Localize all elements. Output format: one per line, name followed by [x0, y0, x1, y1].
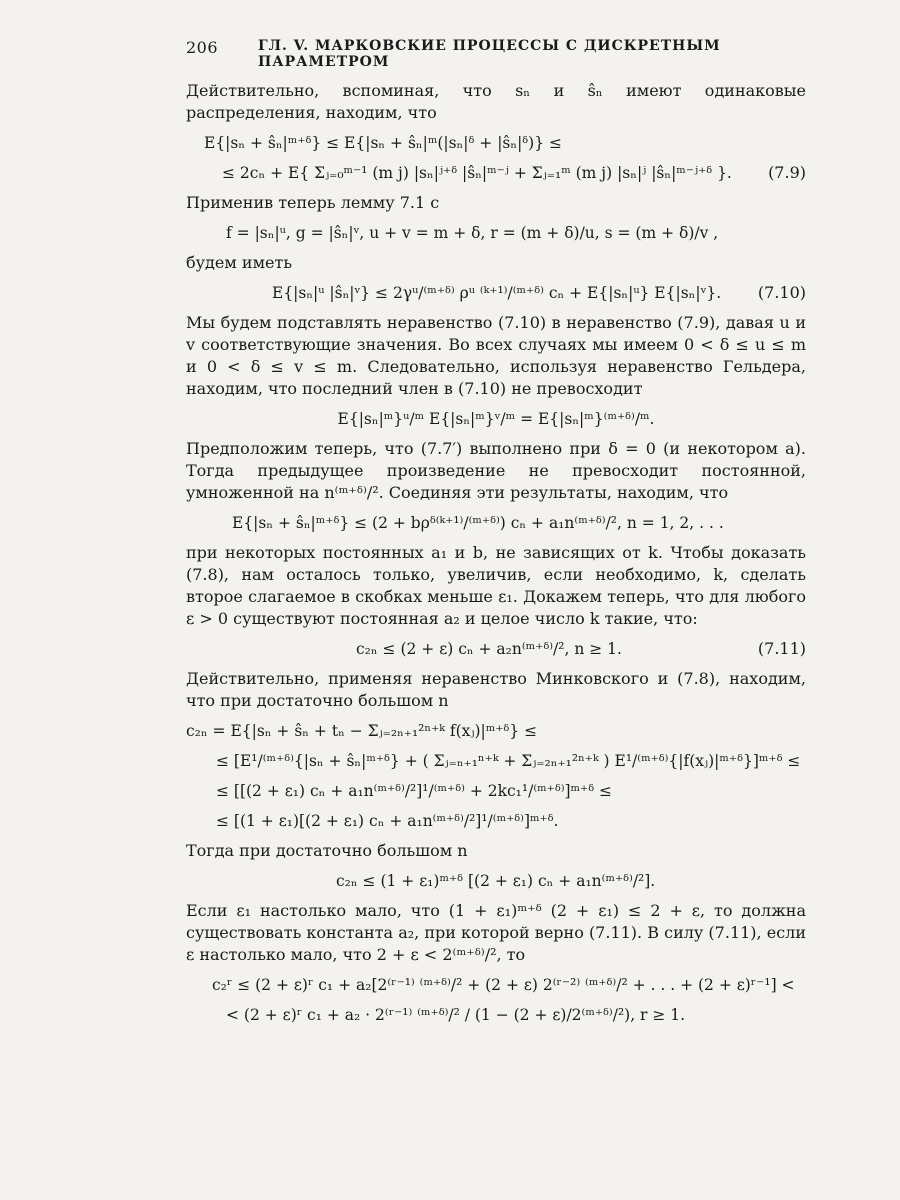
final-line-1: c₂ʳ ≤ (2 + ε)ʳ c₁ + a₂[2⁽ʳ⁻¹⁾ ⁽ᵐ⁺ᵟ⁾/² + (2 + ε) 2⁽ʳ⁻²⁾ ⁽ᵐ⁺ᵟ⁾/² + . . . + (2 + ε)ʳ⁻¹] < [212, 976, 795, 994]
equation-7-11-body: c₂ₙ ≤ (2 + ε) cₙ + a₂n⁽ᵐ⁺ᵟ⁾/², n ≥ 1. [356, 640, 622, 658]
paragraph-7: Действительно, применяя неравенство Минковского и (7.8), находим, что при достаточно большом n [186, 669, 806, 710]
equation-7-9-line-1: E{|sₙ + ŝₙ|ᵐ⁺ᵟ} ≤ E{|sₙ + ŝₙ|ᵐ(|sₙ|ᵟ + |ŝₙ|ᵟ)} ≤ [204, 134, 562, 152]
equation-holder: E{|sₙ|ᵐ}ᵘ/ᵐ E{|sₙ|ᵐ}ᵛ/ᵐ = E{|sₙ|ᵐ}⁽ᵐ⁺ᵟ⁾/ᵐ. [337, 410, 655, 428]
equation-7-10-body: E{|sₙ|ᵘ |ŝₙ|ᵛ} ≤ 2γᵘ/⁽ᵐ⁺ᵟ⁾ ρᵘ ⁽ᵏ⁺¹⁾/⁽ᵐ⁺ᵟ⁾ cₙ + E{|sₙ|ᵘ} E{|sₙ|ᵛ}. [272, 284, 722, 302]
paragraph-3: будем иметь [186, 253, 293, 272]
equation-7-9-line-2 [186, 162, 806, 184]
equation-7-11-number: (7.11) [757, 639, 806, 658]
minkowski-line-2: ≤ [E¹/⁽ᵐ⁺ᵟ⁾{|sₙ + ŝₙ|ᵐ⁺ᵟ} + ( Σⱼ₌ₙ₊₁ⁿ⁺ᵏ + Σⱼ₌₂ₙ₊₁²ⁿ⁺ᵏ ) E¹/⁽ᵐ⁺ᵟ⁾{|f(xⱼ)|ᵐ⁺ᵟ}]ᵐ⁺ᵟ ≤ [216, 752, 801, 770]
paragraph-9: Если ε₁ настолько мало, что (1 + ε₁)ᵐ⁺ᵟ (2 + ε₁) ≤ 2 + ε, то должна существовать константа a₂, при которой верно (7.11). В силу (7.11), если ε настолько мало, что 2 + ε < 2⁽ᵐ⁺ᵟ⁾/², то [186, 901, 806, 964]
equation-7-11 [186, 638, 806, 660]
equation-combined: E{|sₙ + ŝₙ|ᵐ⁺ᵟ} ≤ (2 + bρᵟ⁽ᵏ⁺¹⁾/⁽ᵐ⁺ᵟ⁾) cₙ + a₁n⁽ᵐ⁺ᵟ⁾/², n = 1, 2, . . . [232, 514, 724, 532]
equation-parameters: f = |sₙ|ᵘ, g = |ŝₙ|ᵛ, u + v = m + δ, r = (m + δ)/u, s = (m + δ)/v , [226, 224, 719, 242]
minkowski-line-3: ≤ [[(2 + ε₁) cₙ + a₁n⁽ᵐ⁺ᵟ⁾/²]¹/⁽ᵐ⁺ᵟ⁾ + 2kc₁¹/⁽ᵐ⁺ᵟ⁾]ᵐ⁺ᵟ ≤ [216, 782, 613, 800]
paragraph-1: Действительно, вспоминая, что sₙ и ŝₙ имеют одинаковые распределения, находим, что [186, 81, 806, 122]
page-body [186, 80, 806, 1026]
equation-large-n: c₂ₙ ≤ (1 + ε₁)ᵐ⁺ᵟ [(2 + ε₁) cₙ + a₁n⁽ᵐ⁺ᵟ⁾/²]. [336, 872, 656, 890]
equation-7-10 [186, 282, 806, 304]
equation-7-9-body: ≤ 2cₙ + E{ Σⱼ₌₀ᵐ⁻¹ (m j) |sₙ|ʲ⁺ᵟ |ŝₙ|ᵐ⁻ʲ + Σⱼ₌₁ᵐ (m j) |sₙ|ʲ |ŝₙ|ᵐ⁻ʲ⁺ᵟ }. [222, 164, 732, 182]
paragraph-5: Предположим теперь, что (7.7′) выполнено при δ = 0 (и некотором a). Тогда предыдущее произведение не превосходит постоянной, умноженной на n⁽ᵐ⁺ᵟ⁾/². Соединяя эти результаты, находим, что [186, 439, 806, 502]
minkowski-line-4: ≤ [(1 + ε₁)[(2 + ε₁) cₙ + a₁n⁽ᵐ⁺ᵟ⁾/²]¹/⁽ᵐ⁺ᵟ⁾]ᵐ⁺ᵟ. [216, 812, 559, 830]
paragraph-2: Применив теперь лемму 7.1 с [186, 193, 440, 212]
minkowski-line-1: c₂ₙ = E{|sₙ + ŝₙ + tₙ − Σⱼ₌₂ₙ₊₁²ⁿ⁺ᵏ f(xⱼ)|ᵐ⁺ᵟ} ≤ [186, 722, 538, 740]
paragraph-4: Мы будем подставлять неравенство (7.10) в неравенство (7.9), давая u и v соответствующие значения. Во всех случаях мы имеем 0 < δ ≤ u ≤ m и 0 < δ ≤ v ≤ m. Следовательно, используя неравенство Гельдера, находим, что последний член в (7.10) не превосходит [186, 313, 806, 398]
equation-7-9-number: (7.9) [768, 163, 806, 182]
equation-7-10-number: (7.10) [757, 283, 806, 302]
paragraph-6: при некоторых постоянных a₁ и b, не зависящих от k. Чтобы доказать (7.8), нам осталось только, увеличив, если необходимо, k, сделать второе слагаемое в скобках меньше ε₁. Докажем теперь, что для любого ε > 0 существуют постоянная a₂ и целое число k такие, что: [186, 543, 806, 628]
final-line-2: < (2 + ε)ʳ c₁ + a₂ · 2⁽ʳ⁻¹⁾ ⁽ᵐ⁺ᵟ⁾/² / (1 − (2 + ε)/2⁽ᵐ⁺ᵟ⁾/²), r ≥ 1. [226, 1006, 686, 1024]
page-number: 206 [186, 38, 219, 57]
running-title: ГЛ. V. МАРКОВСКИЕ ПРОЦЕССЫ С ДИСКРЕТНЫМ ПАРАМЕТРОМ [258, 38, 721, 70]
paragraph-8: Тогда при достаточно большом n [186, 841, 468, 860]
